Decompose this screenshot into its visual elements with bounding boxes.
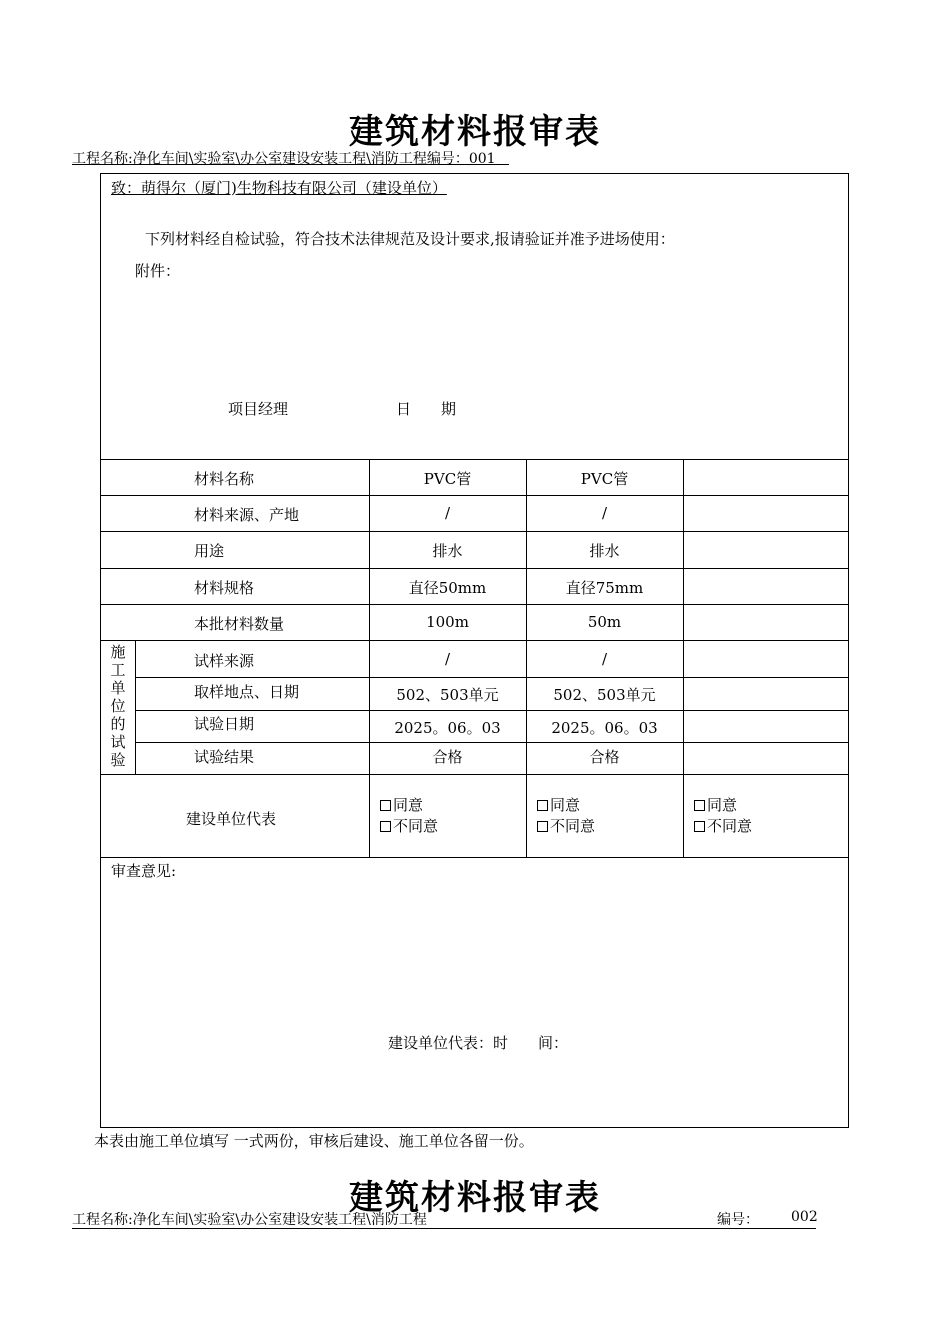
form-title: 建筑材料报审表	[349, 112, 601, 152]
construction-unit-test-label: 施 工 单 位 的 试 验	[110, 643, 126, 769]
statement-text: 下列材料经自检试验，符合技术法律规范及设计要求,报请验证并准予进场使用：	[145, 230, 675, 248]
form-table	[100, 173, 849, 1128]
checkbox-icon	[380, 821, 391, 832]
cell-value: /	[444, 504, 451, 522]
form-title-2: 建筑材料报审表	[349, 1178, 601, 1218]
number-value: 002	[791, 1209, 818, 1225]
cell-value: 502、503单元	[553, 686, 656, 704]
cell-value: PVC管	[423, 470, 472, 488]
row-label: 材料来源、产地	[194, 506, 300, 524]
cell-value: 直径50mm	[408, 579, 487, 597]
checkbox-icon	[537, 821, 548, 832]
review-signature-line: 建设单位代表：时 间：	[388, 1034, 569, 1052]
attachment-label: 附件：	[135, 262, 181, 280]
cell-value: 排水	[432, 542, 463, 560]
disagree-checkbox[interactable]: 不同意	[694, 816, 752, 837]
number-label: 编号：	[717, 1212, 759, 1228]
cell-value: 直径75mm	[565, 579, 644, 597]
review-opinion-label: 审查意见:	[111, 862, 177, 880]
project-name-line-2	[72, 1209, 816, 1229]
cell-value: 50m	[587, 613, 622, 631]
cell-value: /	[601, 504, 608, 522]
cell-value: 合格	[432, 748, 463, 766]
agree-checkbox[interactable]: 同意	[380, 795, 438, 816]
row-label: 材料规格	[194, 579, 255, 597]
approval-group-2	[537, 795, 595, 837]
date-label: 日 期	[396, 400, 457, 418]
cell-value: 合格	[589, 748, 620, 766]
agree-checkbox[interactable]: 同意	[694, 795, 752, 816]
row-label: 取样地点、日期	[194, 683, 300, 701]
cell-value: 2025。06。03	[551, 719, 658, 737]
project-manager-label: 项目经理	[228, 400, 289, 418]
cell-value: 100m	[426, 613, 469, 631]
checkbox-icon	[380, 800, 391, 811]
cell-value: 2025。06。03	[394, 719, 501, 737]
rep-label: 建设单位代表	[186, 810, 277, 828]
row-label: 用途	[194, 542, 225, 560]
row-label: 本批材料数量	[194, 615, 285, 633]
row-label: 试验日期	[194, 715, 255, 733]
disagree-checkbox[interactable]: 不同意	[380, 816, 438, 837]
project-name-text: 工程名称:净化车间\实验室\办公室建设安装工程\消防工程	[72, 1212, 427, 1228]
checkbox-icon	[694, 821, 705, 832]
agree-checkbox[interactable]: 同意	[537, 795, 595, 816]
approval-group-1	[380, 795, 438, 837]
cell-value: 502、503单元	[396, 686, 499, 704]
approval-group-3	[694, 795, 752, 837]
row-label: 试验结果	[194, 748, 255, 766]
cell-value: /	[444, 650, 451, 668]
footnote: 本表由施工单位填写 一式两份，审核后建设、施工单位各留一份。	[94, 1132, 534, 1150]
checkbox-icon	[694, 800, 705, 811]
row-label: 试样来源	[194, 652, 255, 670]
cell-value: PVC管	[580, 470, 629, 488]
cell-value: 排水	[589, 542, 620, 560]
project-name-line: 工程名称:净化车间\实验室\办公室建设安装工程\消防工程编号：001	[72, 151, 509, 167]
addressee-line: 致：萌得尔（厦门)生物科技有限公司（建设单位）	[111, 179, 447, 197]
cell-value: /	[601, 650, 608, 668]
row-label: 材料名称	[194, 470, 255, 488]
checkbox-icon	[537, 800, 548, 811]
disagree-checkbox[interactable]: 不同意	[537, 816, 595, 837]
